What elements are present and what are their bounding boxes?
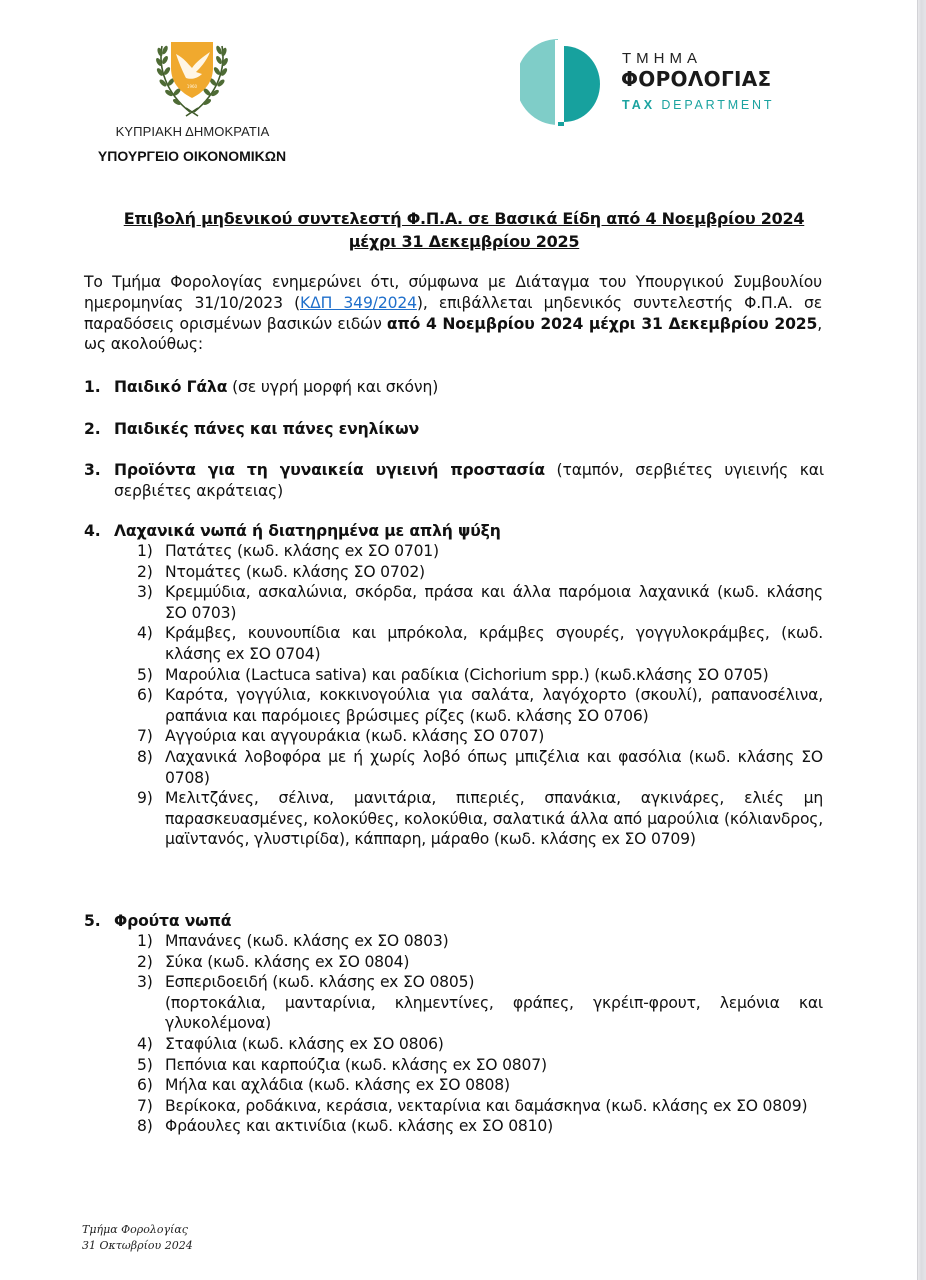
item-detail: (σε υγρή μορφή και σκόνη) [227, 378, 439, 396]
sublist-item [137, 1034, 823, 1055]
sub-text: Φράουλες και ακτινίδια (κωδ. κλάσης ex ΣΟ 0810) [165, 1117, 553, 1136]
document-footer [82, 1222, 193, 1254]
intro-date-range: από 4 Νοεμβρίου 2024 μέχρι 31 Δεκεμβρίου 2025 [386, 314, 818, 333]
ministry-name: ΥΠΟΥΡΓΕΙΟ ΟΙΚΟΝΟΜΙΚΩΝ [97, 148, 287, 164]
sublist-item [137, 685, 823, 726]
sub-text: Βερίκοκα, ροδάκινα, κεράσια, νεκταρίνια και δαμάσκηνα (κωδ. κλάσης ex ΣΟ 0809) [165, 1096, 808, 1115]
sublist-item [137, 1075, 823, 1096]
sub-text-continuation: (πορτοκάλια, μανταρίνια, κλημεντίνες, φράπες, γκρέιπ-φρουτ, λεμόνια και γλυκολέμονα) [165, 993, 823, 1033]
sub-number: 7) [137, 727, 153, 746]
tax-logo-line2: ΦΟΡΟΛΟΓΙΑΣ [621, 67, 772, 91]
tax-logo-line1: ΤΜΗΜΑ [622, 50, 702, 67]
item-title: Προϊόντα για τη γυναικεία υγιεινή προστασία [114, 461, 545, 479]
sub-text: Μελιτζάνες, σέλινα, μανιτάρια, πιπεριές, σπανάκια, αγκινάρες, ελιές μη παρασκευασμένες, κολοκύθες, κολοκύθια, σαλατικά άλλα από μαρούλια (κόλιανδρος, μαϊντανός, γλυστιρίδα), κάππαρη, μάραθο (κωδ. κλάσης ex ΣΟ 0709) [165, 789, 823, 849]
item-title: Λαχανικά νωπά ή διατηρημένα με απλή ψύξη [114, 522, 501, 540]
sub-text: Μήλα και αχλάδια (κωδ. κλάσης ex ΣΟ 0808) [165, 1076, 510, 1095]
sublist-item [137, 747, 823, 788]
sub-text: Λαχανικά λοβοφόρα με ή χωρίς λοβό όπως μπιζέλια και φασόλια (κωδ. κλάσης ΣΟ 0708) [165, 747, 823, 787]
item-title: Παιδικό Γάλα [114, 378, 228, 396]
list-item-5 [84, 911, 824, 932]
sublist-item [137, 1055, 823, 1076]
sub-number: 8) [137, 1117, 153, 1136]
sublist-item [137, 562, 823, 583]
sub-number: 1) [137, 542, 153, 560]
sub-number: 2) [137, 952, 153, 971]
republic-name: ΚΥΠΡΙΑΚΗ ΔΗΜΟΚΡΑΤΙΑ [115, 124, 270, 139]
intro-text-1: Το Τμήμα Φορολογίας ενημερώνει ότι, σύμφωνα με Διάταγμα του Υπουργικού Συμβουλίου ημερομηνίας 31/10/2023 ( [84, 273, 822, 312]
sub-number: 4) [137, 1034, 153, 1053]
sub-number: 3) [137, 973, 153, 992]
sublist-item [137, 623, 823, 664]
sub-text: Πεπόνια και καρπούζια (κωδ. κλάσης ex ΣΟ 0807) [165, 1055, 547, 1074]
sublist-item [137, 582, 823, 623]
footer-date: 31 Οκτωβρίου 2024 [82, 1239, 193, 1252]
sublist-item [137, 1116, 823, 1137]
sub-number: 6) [137, 686, 153, 705]
sublist-item [137, 972, 823, 1034]
list-item-3 [84, 460, 824, 502]
sublist-item [137, 952, 823, 973]
item-number: 2. [84, 420, 101, 438]
sub-number: 5) [137, 1055, 153, 1074]
title-line-1: Επιβολή μηδενικού συντελεστή Φ.Π.Α. σε Βασικά Είδη από 4 Νοεμβρίου 2024 [123, 209, 805, 228]
sub-text: Αγγούρια και αγγουράκια (κωδ. κλάσης ΣΟ 0707) [165, 727, 545, 746]
svg-text:1960: 1960 [186, 84, 198, 89]
item-number: 4. [84, 522, 101, 540]
sub-number: 1) [137, 932, 153, 950]
sub-number: 6) [137, 1076, 153, 1095]
kdp-link[interactable]: ΚΔΠ 349/2024 [300, 293, 417, 312]
sub-text: Μπανάνες (κωδ. κλάσης ex ΣΟ 0803) [165, 932, 449, 950]
sub-number: 5) [137, 665, 153, 684]
item-number: 3. [84, 461, 101, 479]
sub-text: Κρεμμύδια, ασκαλώνια, σκόρδα, πράσα και άλλα παρόμοια λαχανικά (κωδ. κλάσης ΣΟ 0703) [165, 583, 823, 622]
title-line-2: μέχρι 31 Δεκεμβρίου 2025 [348, 232, 580, 251]
sublist-item [137, 665, 823, 686]
sub-text: Κράμβες, κουνουπίδια και μπρόκολα, κράμβες σγουρές, γογγυλοκράμβες, (κωδ. κλάσης ex ΣΟ 0704) [165, 624, 823, 663]
tax-department-logo-icon [520, 38, 600, 128]
sublist-item [137, 541, 823, 562]
sublist-item [137, 726, 823, 747]
sub-number: 4) [137, 624, 153, 643]
tax-logo-tax: TAX [622, 98, 656, 112]
sublist-item [137, 1096, 823, 1117]
item-number: 5. [84, 912, 101, 930]
sublist-item [137, 931, 823, 952]
footer-department: Τμήμα Φορολογίας [82, 1223, 188, 1236]
intro-text-3: , ως ακολούθως: [84, 314, 822, 354]
page-edge-scrollbar [917, 0, 926, 1280]
item-title: Παιδικές πάνες και πάνες ενηλίκων [114, 420, 420, 438]
list-item-2 [84, 419, 824, 440]
item-detail: (ταμπόν, σερβιέτες υγιεινής και σερβιέτες ακράτειας) [114, 461, 824, 500]
sub-text: Μαρούλια (Lactuca sativa) και ραδίκια (Cichorium spp.) (κωδ.κλάσης ΣΟ 0705) [165, 665, 769, 684]
item-number: 1. [84, 378, 101, 396]
intro-paragraph [84, 272, 822, 355]
list-item-1 [84, 377, 824, 398]
tax-logo-department: DEPARTMENT [661, 98, 775, 112]
vegetables-sublist [137, 541, 823, 850]
sub-number: 2) [137, 562, 153, 581]
sub-number: 8) [137, 747, 153, 766]
sub-text: Σταφύλια (κωδ. κλάσης ex ΣΟ 0806) [165, 1034, 444, 1053]
sub-number: 7) [137, 1096, 153, 1115]
tax-logo-line3 [622, 98, 774, 112]
sub-text: Ντομάτες (κωδ. κλάσης ΣΟ 0702) [165, 562, 425, 581]
intro-text-2: ), επιβάλλεται μηδενικός συντελεστής Φ.Π.Α. σε παραδόσεις ορισμένων βασικών ειδών [84, 293, 822, 333]
list-item-4 [84, 521, 824, 542]
fruits-sublist [137, 931, 823, 1137]
sub-number: 9) [137, 789, 153, 808]
sub-text: Καρότα, γογγύλια, κοκκινογούλια για σαλάτα, λαγόχορτο (σκουλί), ραπανοσέλινα, ραπάνια και παρόμοιες βρώσιμες ρίζες (κωδ. κλάσης ΣΟ 0706) [165, 686, 823, 725]
cyprus-coat-of-arms-icon [152, 38, 232, 118]
sub-text: Πατάτες (κωδ. κλάσης ex ΣΟ 0701) [165, 542, 439, 560]
item-title: Φρούτα νωπά [114, 912, 232, 930]
sublist-item [137, 788, 823, 850]
document-title [84, 207, 844, 253]
sub-text: Εσπεριδοειδή (κωδ. κλάσης ex ΣΟ 0805) [165, 973, 475, 992]
sub-number: 3) [137, 583, 153, 602]
sub-text: Σύκα (κωδ. κλάσης ex ΣΟ 0804) [165, 952, 410, 971]
